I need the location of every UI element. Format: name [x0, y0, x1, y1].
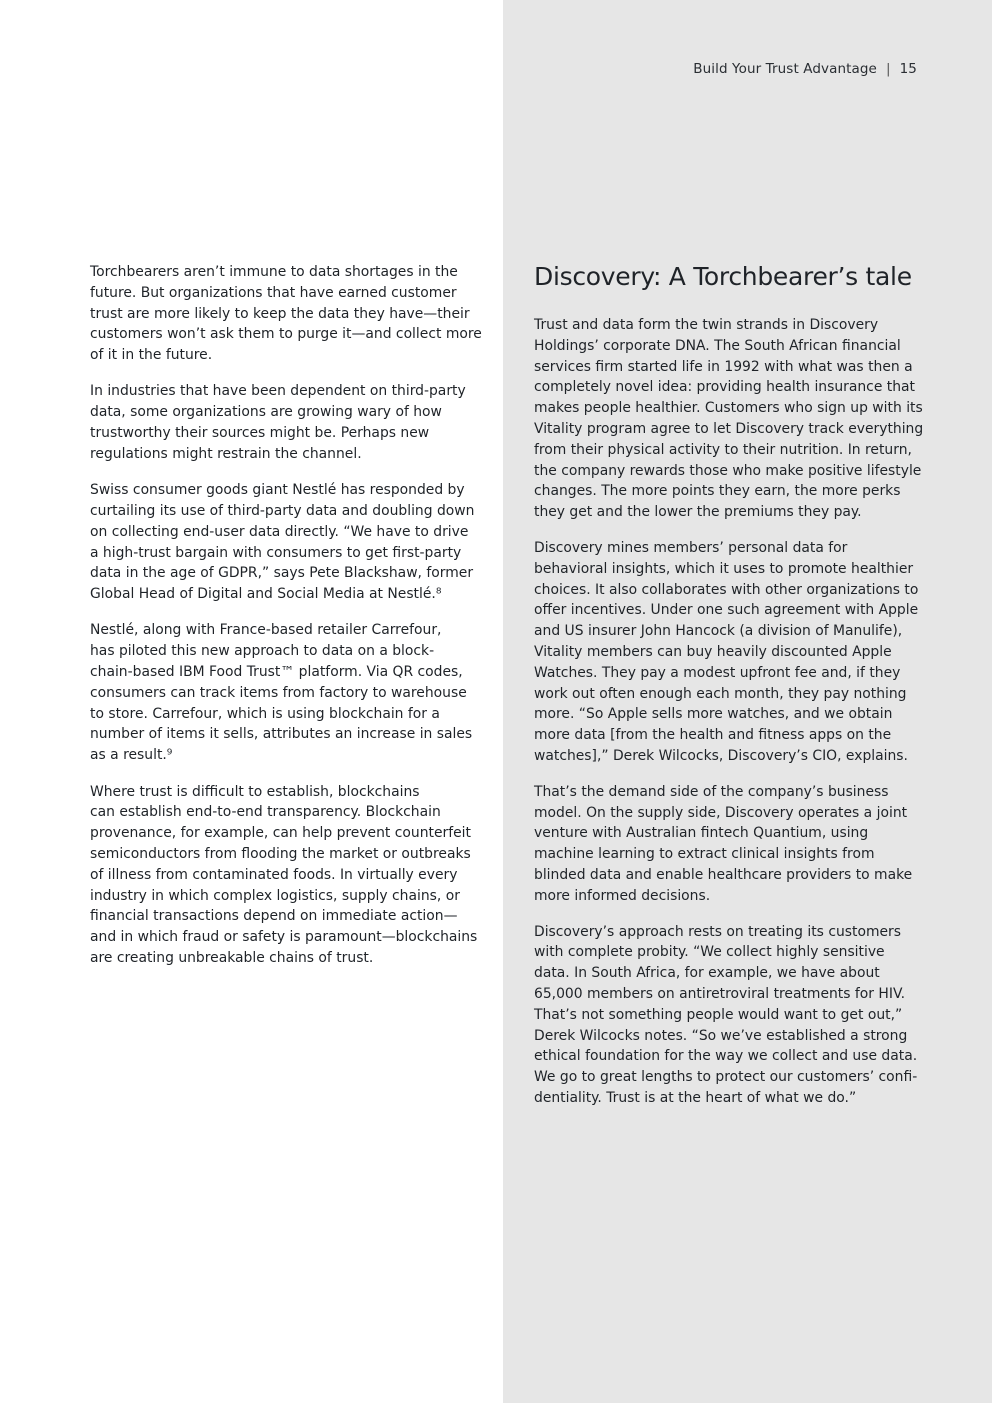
text-line: makes people healthier. Customers who sign up with its [534, 400, 923, 417]
text-line: Watches. They pay a modest upfront fee and, if they [534, 664, 901, 681]
publication-title: Build Your Trust Advantage [693, 61, 877, 77]
text-line: offer incentives. Under one such agreement with Apple [534, 602, 919, 619]
text-line: choices. It also collaborates with other organizations to [534, 581, 919, 598]
text-line: Trust and data form the twin strands in Discovery [534, 317, 879, 333]
text-line: work out often enough each month, they pay nothing [534, 685, 907, 702]
text-line: Discovery’s approach rests on treating its customers [534, 923, 901, 940]
text-line: data, some organizations are growing wary of how [90, 404, 442, 421]
text-line: Discovery mines members’ personal data for [534, 539, 848, 556]
text-line: Torchbearers aren’t immune to data shortages in the [90, 264, 458, 280]
text-line: regulations might restrain the channel. [90, 445, 362, 462]
text-line: data in the age of GDPR,” says Pete Blackshaw, former [90, 565, 474, 582]
header-separator: | [885, 61, 891, 77]
text-line: provenance, for example, can help prevent counterfeit [90, 825, 471, 842]
text-line: curtailing its use of third-party data and doubling down [90, 502, 475, 519]
text-line: the company rewards those who make positive lifestyle [534, 462, 922, 479]
text-line: Vitality program agree to let Discovery track everything [534, 420, 924, 437]
text-line: completely novel idea: providing health insurance that [534, 379, 915, 396]
text-line: Swiss consumer goods giant Nestlé has responded by [90, 482, 465, 499]
text-line: financial transactions depend on immediate action— [90, 908, 458, 925]
text-line: chain-based IBM Food Trust™ platform. Via QR codes, [90, 664, 463, 681]
text-line: data. In South Africa, for example, we have about [534, 965, 880, 982]
paragraph [534, 782, 934, 907]
text-line: to store. Carrefour, which is using blockchain for a [90, 705, 440, 722]
text-line: as a result.⁹ [90, 747, 173, 764]
text-line: and US insurer John Hancock (a division of Manulife), [534, 623, 903, 640]
text-line: Vitality members can buy heavily discounted Apple [534, 643, 892, 660]
text-line: venture with Australian fintech Quantium, using [534, 825, 869, 842]
running-header [693, 61, 917, 77]
left-column [90, 262, 490, 984]
text-line: of illness from contaminated foods. In virtually every [90, 866, 458, 883]
text-line: more. “So Apple sells more watches, and we obtain [534, 706, 893, 723]
text-line: 65,000 members on antiretroviral treatments for HIV. [534, 985, 906, 1002]
text-line: they get and the lower the premiums they pay. [534, 504, 862, 521]
text-line: semiconductors from flooding the market or outbreaks [90, 845, 471, 862]
text-line: trust are more likely to keep the data they have—their [90, 305, 470, 322]
text-line: with complete probity. “We collect highly sensitive [534, 944, 885, 961]
text-line: We go to great lengths to protect our customers’ confi- [534, 1069, 918, 1086]
text-line: In industries that have been dependent on third-party [90, 383, 466, 400]
text-line: ethical foundation for the way we collect and use data. [534, 1048, 918, 1065]
text-line: from their physical activity to their nutrition. In return, [534, 441, 912, 458]
text-line: Nestlé, along with France-based retailer Carrefour, [90, 622, 442, 639]
text-line: That’s the demand side of the company’s business [534, 783, 889, 800]
text-line: Holdings’ corporate DNA. The South African financial [534, 337, 901, 354]
paragraph [90, 782, 490, 969]
text-line: are creating unbreakable chains of trust. [90, 949, 374, 966]
text-line: Global Head of Digital and Social Media at Nestlé.⁸ [90, 586, 442, 603]
text-line: customers won’t ask them to purge it—and collect more [90, 326, 482, 343]
text-line: machine learning to extract clinical insights from [534, 846, 875, 863]
text-line: on collecting end-user data directly. “We have to drive [90, 523, 469, 540]
text-line: consumers can track items from factory to warehouse [90, 684, 467, 701]
text-line: services firm started life in 1992 with what was then a [534, 358, 913, 375]
text-line: has piloted this new approach to data on a block- [90, 643, 435, 660]
right-column-case-study [534, 262, 934, 1124]
text-line: more informed decisions. [534, 887, 711, 904]
text-line: model. On the supply side, Discovery operates a joint [534, 804, 908, 821]
text-line: trustworthy their sources might be. Perhaps new [90, 425, 430, 442]
text-line: Derek Wilcocks notes. “So we’ve established a strong [534, 1027, 908, 1044]
text-line: behavioral insights, which it uses to promote healthier [534, 560, 914, 577]
text-line: future. But organizations that have earned customer [90, 284, 457, 301]
text-line: blinded data and enable healthcare providers to make [534, 866, 913, 883]
case-study-heading: Discovery: A Torchbearer’s tale [534, 262, 912, 291]
text-line: changes. The more points they earn, the more perks [534, 483, 901, 500]
paragraph [90, 620, 490, 766]
text-line: watches],” Derek Wilcocks, Discovery’s CIO, explains. [534, 747, 908, 764]
paragraph [90, 262, 490, 366]
text-line: and in which fraud or safety is paramount—blockchains [90, 929, 478, 946]
paragraph [90, 480, 490, 605]
text-line: Where trust is difficult to establish, blockchains [90, 783, 420, 800]
page-number: 15 [899, 61, 917, 77]
text-line: more data [from the health and fitness apps on the [534, 727, 892, 744]
text-line: That’s not something people would want to get out,” [534, 1006, 903, 1023]
text-line: industry in which complex logistics, supply chains, or [90, 887, 460, 904]
text-line: a high-trust bargain with consumers to get first-party [90, 544, 462, 561]
text-line: number of items it sells, attributes an increase in sales [90, 726, 473, 743]
paragraph [534, 922, 934, 1109]
text-line: can establish end-to-end transparency. Blockchain [90, 804, 441, 821]
text-line: of it in the future. [90, 347, 213, 364]
paragraph [534, 538, 934, 767]
paragraph [90, 381, 490, 464]
text-line: dentiality. Trust is at the heart of what we do.” [534, 1089, 857, 1106]
paragraph [534, 315, 934, 523]
